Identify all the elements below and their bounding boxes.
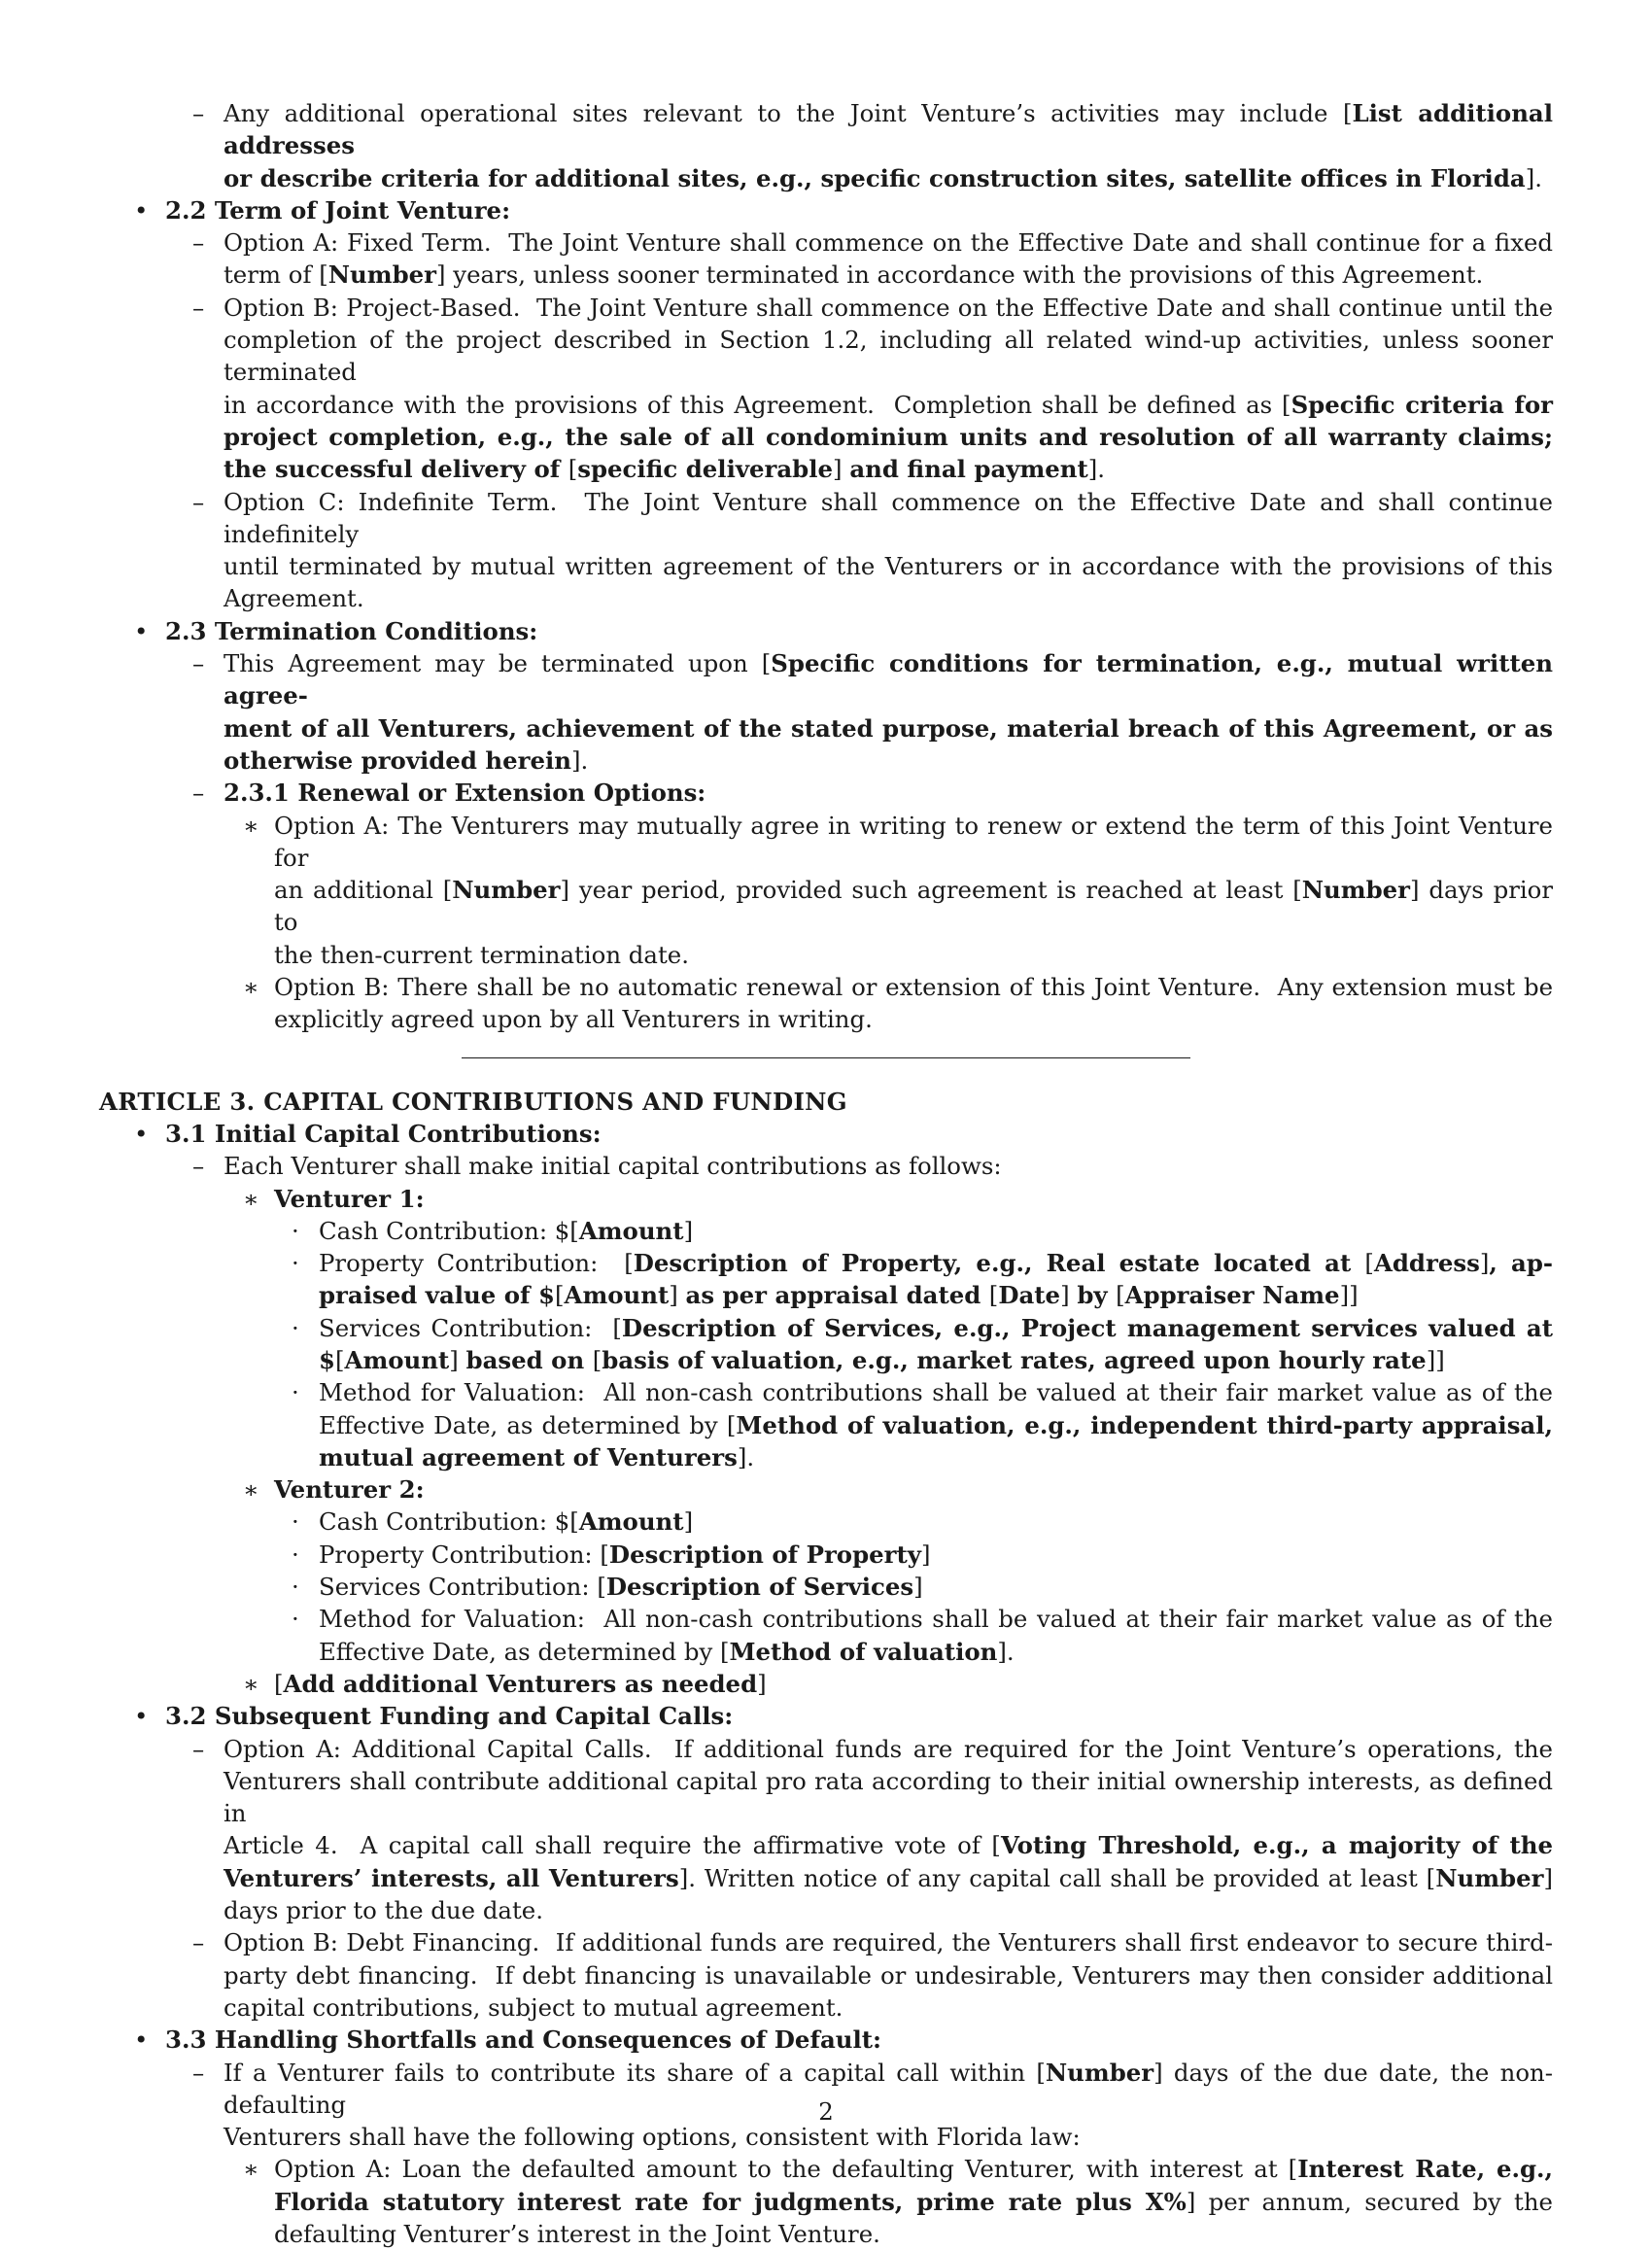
placeholder-text: Method of valuation, e.g., independent third-party appraisal, xyxy=(736,1410,1553,1439)
body-text: Effective Date, as determined by [ xyxy=(319,1637,730,1666)
list-item-level-1 xyxy=(99,194,1553,226)
list-item-level-3 xyxy=(99,2153,1553,2250)
body-text: [ xyxy=(1116,1281,1125,1310)
body-text: [ xyxy=(1364,1249,1374,1278)
body-text: Option B: Debt Financing. If additional funds are required, the Venturers shall first endeavor to secure third- xyxy=(224,1928,1553,1957)
list-item-level-2 xyxy=(99,226,1553,292)
text-line xyxy=(99,712,1553,744)
body-text: Any additional operational sites relevant to the Joint Venture’s activities may include [ xyxy=(224,99,1353,127)
body-text: ] xyxy=(1060,1281,1078,1310)
body-text: ]] xyxy=(1426,1345,1445,1374)
list-item-level-1 xyxy=(99,1700,1553,1732)
body-text: ] per annum, secured by the xyxy=(1186,2187,1553,2216)
list-item-level-1 xyxy=(99,1118,1553,1150)
placeholder-text: Date xyxy=(998,1281,1061,1310)
placeholder-text: or describe criteria for additional sites, e.g., specific construction sites, satellite offices in Florida xyxy=(224,163,1526,192)
text-line xyxy=(99,1926,1553,1958)
document-body xyxy=(99,97,1553,2250)
placeholder-text: mutual agreement of Venturers xyxy=(319,1442,738,1471)
body-text: ] xyxy=(913,1573,923,1602)
placeholder-text: 2.3.1 Renewal or Extension Options: xyxy=(224,779,706,808)
placeholder-text: praised value of $ xyxy=(319,1281,555,1310)
placeholder-text: Number xyxy=(327,260,437,290)
body-text: the then-current termination date. xyxy=(274,940,689,969)
text-line xyxy=(99,1473,1553,1506)
list-item-level-2 xyxy=(99,292,1553,486)
list-marker: ∗ xyxy=(243,1475,259,1505)
text-line xyxy=(99,1991,1553,2024)
text-line xyxy=(99,1636,1553,1668)
body-text: Services Contribution: [ xyxy=(319,1573,606,1602)
body-text: Option A: Loan the defaulted amount to the defaulting Venturer, with interest at [ xyxy=(274,2155,1298,2184)
list-item-level-4 xyxy=(99,1215,1553,1247)
text-line xyxy=(99,259,1553,291)
text-line xyxy=(99,1247,1553,1279)
body-text: Option A: The Venturers may mutually agree in writing to renew or extend the term of this Joint Venture for xyxy=(274,811,1553,872)
text-line xyxy=(99,1215,1553,1247)
placeholder-text: Specific criteria for xyxy=(1291,390,1553,419)
text-line xyxy=(99,1150,1553,1182)
text-line xyxy=(99,1279,1553,1311)
body-text: Option B: There shall be no automatic renewal or extension of this Joint Venture. Any extension must be xyxy=(274,973,1553,1002)
text-line xyxy=(99,97,1553,162)
text-line xyxy=(99,1733,1553,1765)
text-line xyxy=(99,1894,1553,1926)
body-text: Agreement. xyxy=(224,584,364,613)
body-text: ] days of the due date, the non-defaulting xyxy=(224,2058,1553,2119)
placeholder-text: Description of Property, e.g., Real estate located at xyxy=(633,1249,1365,1278)
list-marker: ∗ xyxy=(243,2155,259,2184)
body-text: Each Venturer shall make initial capital contributions as follows: xyxy=(224,1152,1002,1181)
list-marker: – xyxy=(192,779,205,808)
body-text: ]. xyxy=(997,1637,1015,1666)
list-item-level-2 xyxy=(99,647,1553,777)
list-marker: • xyxy=(134,1702,149,1731)
body-text: ]. xyxy=(737,1442,755,1471)
body-text: Cash Contribution: $[ xyxy=(319,1216,579,1245)
body-text: Method for Valuation: All non-cash contributions shall be valued at their fair market value as of the xyxy=(319,1378,1553,1407)
placeholder-text: Amount xyxy=(578,1216,684,1245)
body-text: ]] xyxy=(1339,1281,1359,1310)
placeholder-text: Description of Services, e.g., Project management services valued at xyxy=(621,1313,1553,1342)
text-line xyxy=(99,1409,1553,1441)
placeholder-text: specific deliverable xyxy=(577,455,834,484)
list-marker: ∗ xyxy=(243,1184,259,1213)
text-line xyxy=(99,2121,1553,2153)
list-item-level-4 xyxy=(99,1312,1553,1377)
list-marker: – xyxy=(192,2058,205,2087)
placeholder-text: Number xyxy=(1045,2058,1154,2087)
list-item-level-4 xyxy=(99,1376,1553,1473)
placeholder-text: basis of valuation, e.g., market rates, agreed upon hourly rate xyxy=(602,1345,1427,1374)
text-line xyxy=(99,615,1553,647)
list-item-level-2 xyxy=(99,1926,1553,2024)
text-line xyxy=(99,810,1553,875)
placeholder-text: Number xyxy=(1301,876,1411,905)
placeholder-text: 2.3 Termination Conditions: xyxy=(165,616,538,645)
list-item-level-4 xyxy=(99,1539,1553,1571)
placeholder-text: 3.3 Handling Shortfalls and Consequences of Default: xyxy=(165,2025,882,2055)
list-item-level-4 xyxy=(99,1571,1553,1603)
body-text: ] xyxy=(1479,1249,1490,1278)
article-heading: ARTICLE 3. CAPITAL CONTRIBUTIONS AND FUNDING xyxy=(99,1087,847,1116)
list-item-level-3 xyxy=(99,1183,1553,1215)
body-text: Option B: Project-Based. The Joint Venture shall commence on the Effective Date and shall continue until the xyxy=(224,293,1553,322)
placeholder-text: Appraiser Name xyxy=(1124,1281,1340,1310)
body-text: Property Contribution: [ xyxy=(319,1249,634,1278)
list-marker: · xyxy=(292,1605,299,1634)
text-line xyxy=(99,1668,1553,1700)
body-text: ] xyxy=(833,455,850,484)
list-marker: · xyxy=(292,1540,299,1569)
body-text: [ xyxy=(988,1281,999,1310)
text-line xyxy=(99,1603,1553,1635)
body-text: completion of the project described in Section 1.2, including all related wind-up activities, unless sooner terminated xyxy=(224,326,1553,387)
text-line xyxy=(99,2218,1553,2250)
body-text: ]. xyxy=(1525,163,1542,192)
text-line xyxy=(99,1959,1553,1991)
list-item-level-1 xyxy=(99,2024,1553,2056)
page-number: 2 xyxy=(818,2097,834,2126)
list-marker: – xyxy=(192,99,205,127)
body-text: ] years, unless sooner terminated in accordance with the provisions of this Agreement. xyxy=(436,260,1484,290)
list-marker: • xyxy=(134,1119,149,1148)
list-item-level-3 xyxy=(99,971,1553,1036)
placeholder-text: Florida statutory interest rate for judgments, prime rate plus X% xyxy=(274,2187,1187,2216)
list-marker: – xyxy=(192,1734,205,1763)
body-text: ] year period, provided such agreement is reached at least [ xyxy=(560,876,1302,905)
placeholder-text: Interest Rate, e.g., xyxy=(1297,2155,1554,2184)
list-marker: · xyxy=(292,1378,299,1407)
list-item-level-2 xyxy=(99,777,1553,809)
list-marker: – xyxy=(192,649,205,678)
placeholder-text: $ xyxy=(319,1345,335,1374)
body-text: ] days prior to xyxy=(274,876,1553,937)
body-text: ] xyxy=(683,1507,694,1537)
list-marker: ∗ xyxy=(243,811,259,840)
placeholder-text: Venturers’ interests, all Venturers xyxy=(224,1863,679,1892)
placeholder-text: 2.2 Term of Joint Venture: xyxy=(165,195,511,225)
placeholder-text: 3.1 Initial Capital Contributions: xyxy=(165,1119,602,1148)
body-text: If a Venturer fails to contribute its share of a capital call within [ xyxy=(224,2058,1046,2087)
text-line xyxy=(99,1118,1553,1150)
text-line xyxy=(99,1539,1553,1571)
placeholder-text: Specific conditions for termination, e.g., mutual written agree- xyxy=(224,649,1553,710)
body-text: ] xyxy=(669,1281,686,1310)
body-text: [ xyxy=(274,1669,284,1698)
list-marker: · xyxy=(292,1216,299,1245)
body-text: [ xyxy=(568,455,578,484)
body-text: Article 4. A capital call shall require the affirmative vote of [ xyxy=(224,1831,1001,1860)
placeholder-text: project completion, e.g., the sale of all condominium units and resolution of all warranty claims; xyxy=(224,422,1553,451)
placeholder-text: 3.2 Subsequent Funding and Capital Calls: xyxy=(165,1702,734,1731)
text-line xyxy=(99,1003,1553,1035)
list-item-level-4 xyxy=(99,1247,1553,1312)
body-text: [ xyxy=(334,1345,345,1374)
list-marker: • xyxy=(134,2025,149,2055)
list-item-level-4 xyxy=(99,1603,1553,1668)
list-marker: • xyxy=(134,195,149,225)
list-marker: – xyxy=(192,1152,205,1181)
list-item-level-1 xyxy=(99,615,1553,647)
placeholder-text: ment of all Venturers, achievement of the stated purpose, material breach of this Agreement, or as xyxy=(224,713,1553,743)
body-text: [ xyxy=(592,1345,602,1374)
body-text: ] xyxy=(757,1669,767,1698)
text-line xyxy=(99,324,1553,389)
list-item-level-3 xyxy=(99,810,1553,971)
list-item-level-2 xyxy=(99,1733,1553,1927)
list-marker: – xyxy=(192,1928,205,1957)
text-line xyxy=(99,1312,1553,1344)
text-line xyxy=(99,226,1553,259)
text-line xyxy=(99,1571,1553,1603)
list-marker: ∗ xyxy=(243,1669,259,1698)
placeholder-text: otherwise provided herein xyxy=(224,745,571,775)
body-text: Option C: Indefinite Term. The Joint Venture shall commence on the Effective Date and shall continue indefinitely xyxy=(224,487,1553,548)
text-line xyxy=(99,1344,1553,1376)
body-text: Option A: Additional Capital Calls. If additional funds are required for the Joint Venture’s operations, the xyxy=(224,1734,1553,1763)
body-text: days prior to the due date. xyxy=(224,1896,543,1925)
placeholder-text: Method of valuation xyxy=(729,1637,998,1666)
text-line xyxy=(99,647,1553,712)
text-line xyxy=(99,939,1553,971)
body-text: ]. xyxy=(1087,455,1106,484)
text-line xyxy=(99,874,1553,939)
text-line xyxy=(99,550,1553,582)
text-line xyxy=(99,1862,1553,1894)
text-line xyxy=(99,194,1553,226)
placeholder-text: , ap- xyxy=(1489,1249,1554,1278)
body-text: defaulting Venturer’s interest in the Joint Venture. xyxy=(274,2220,880,2248)
text-line xyxy=(99,1829,1553,1861)
placeholder-text: based on xyxy=(465,1345,593,1374)
list-item-level-2 xyxy=(99,1150,1553,1182)
placeholder-text: Voting Threshold, e.g., a majority of the xyxy=(1000,1831,1553,1860)
list-marker: ∗ xyxy=(243,973,259,1002)
body-text: until terminated by mutual written agreement of the Venturers or in accordance with the provisions of this xyxy=(224,552,1553,581)
placeholder-text: by xyxy=(1077,1281,1117,1310)
body-text: Property Contribution: [ xyxy=(319,1540,609,1569)
text-line xyxy=(99,421,1553,453)
body-text: Method for Valuation: All non-cash contributions shall be valued at their fair market value as of the xyxy=(319,1605,1553,1634)
body-text: capital contributions, subject to mutual agreement. xyxy=(224,1992,843,2022)
list-marker: – xyxy=(192,228,205,258)
section-divider xyxy=(462,1057,1190,1058)
body-text: term of [ xyxy=(224,260,328,290)
placeholder-text: List additional addresses xyxy=(224,99,1553,160)
text-line xyxy=(99,1700,1553,1732)
text-line xyxy=(99,1183,1553,1215)
body-text: ] xyxy=(920,1540,931,1569)
body-text: Services Contribution: [ xyxy=(319,1313,622,1342)
body-text: ] xyxy=(449,1345,466,1374)
text-line xyxy=(99,389,1553,421)
placeholder-text: Number xyxy=(452,876,561,905)
placeholder-text: Amount xyxy=(578,1507,684,1537)
body-text: in accordance with the provisions of this Agreement. Completion shall be defined as [ xyxy=(224,390,1291,419)
list-item-level-4 xyxy=(99,1506,1553,1538)
body-text: ]. Written notice of any capital call shall be provided at least [ xyxy=(678,1863,1436,1892)
body-text: an additional [ xyxy=(274,876,453,905)
text-line xyxy=(99,1441,1553,1473)
text-line xyxy=(99,1376,1553,1408)
list-marker: · xyxy=(292,1507,299,1537)
placeholder-text: Amount xyxy=(564,1281,670,1310)
text-line xyxy=(99,486,1553,551)
text-line xyxy=(99,2186,1553,2218)
list-item-level-3 xyxy=(99,1473,1553,1506)
text-line xyxy=(99,162,1553,194)
placeholder-text: Venturer 1: xyxy=(274,1184,425,1213)
placeholder-text: the successful delivery of xyxy=(224,455,568,484)
body-text: Cash Contribution: $[ xyxy=(319,1507,579,1537)
list-marker: · xyxy=(292,1249,299,1278)
body-text: [ xyxy=(554,1281,565,1310)
body-text: This Agreement may be terminated upon [ xyxy=(224,649,772,678)
placeholder-text: Amount xyxy=(344,1345,450,1374)
list-marker: – xyxy=(192,487,205,516)
text-line xyxy=(99,582,1553,614)
body-text: party debt financing. If debt financing is unavailable or undesirable, Venturers may then consider additional xyxy=(224,1960,1553,1990)
text-line xyxy=(99,292,1553,324)
list-item-level-2 xyxy=(99,97,1553,194)
text-line xyxy=(99,2153,1553,2185)
placeholder-text: Description of Services xyxy=(605,1573,914,1602)
list-item-level-2 xyxy=(99,486,1553,615)
list-marker: · xyxy=(292,1573,299,1602)
body-text: Venturers shall contribute additional capital pro rata according to their initial ownership interests, as defined in xyxy=(224,1766,1553,1828)
body-text: ]. xyxy=(571,745,589,775)
body-text: explicitly agreed upon by all Venturers in writing. xyxy=(274,1005,873,1034)
text-line xyxy=(99,1506,1553,1538)
body-text: ] xyxy=(683,1216,694,1245)
text-line xyxy=(99,1765,1553,1830)
placeholder-text: as per appraisal dated xyxy=(685,1281,989,1310)
list-marker: – xyxy=(192,293,205,322)
body-text: Effective Date, as determined by [ xyxy=(319,1410,737,1439)
text-line xyxy=(99,971,1553,1003)
list-item-level-3 xyxy=(99,1668,1553,1700)
placeholder-text: Venturer 2: xyxy=(274,1475,425,1505)
text-line xyxy=(99,453,1553,485)
placeholder-text: and final payment xyxy=(849,455,1088,484)
body-text: ] xyxy=(1543,1863,1553,1892)
body-text: Option A: Fixed Term. The Joint Venture shall commence on the Effective Date and shall continue for a fixed xyxy=(224,228,1553,258)
text-line xyxy=(99,2024,1553,2056)
list-marker: · xyxy=(292,1313,299,1342)
body-text: Venturers shall have the following options, consistent with Florida law: xyxy=(224,2123,1081,2152)
text-line xyxy=(99,777,1553,809)
placeholder-text: Number xyxy=(1435,1863,1544,1892)
placeholder-text: Description of Property xyxy=(608,1540,921,1569)
text-line xyxy=(99,744,1553,777)
placeholder-text: Add additional Venturers as needed xyxy=(283,1669,758,1698)
list-marker: • xyxy=(134,616,149,645)
placeholder-text: Address xyxy=(1373,1249,1480,1278)
